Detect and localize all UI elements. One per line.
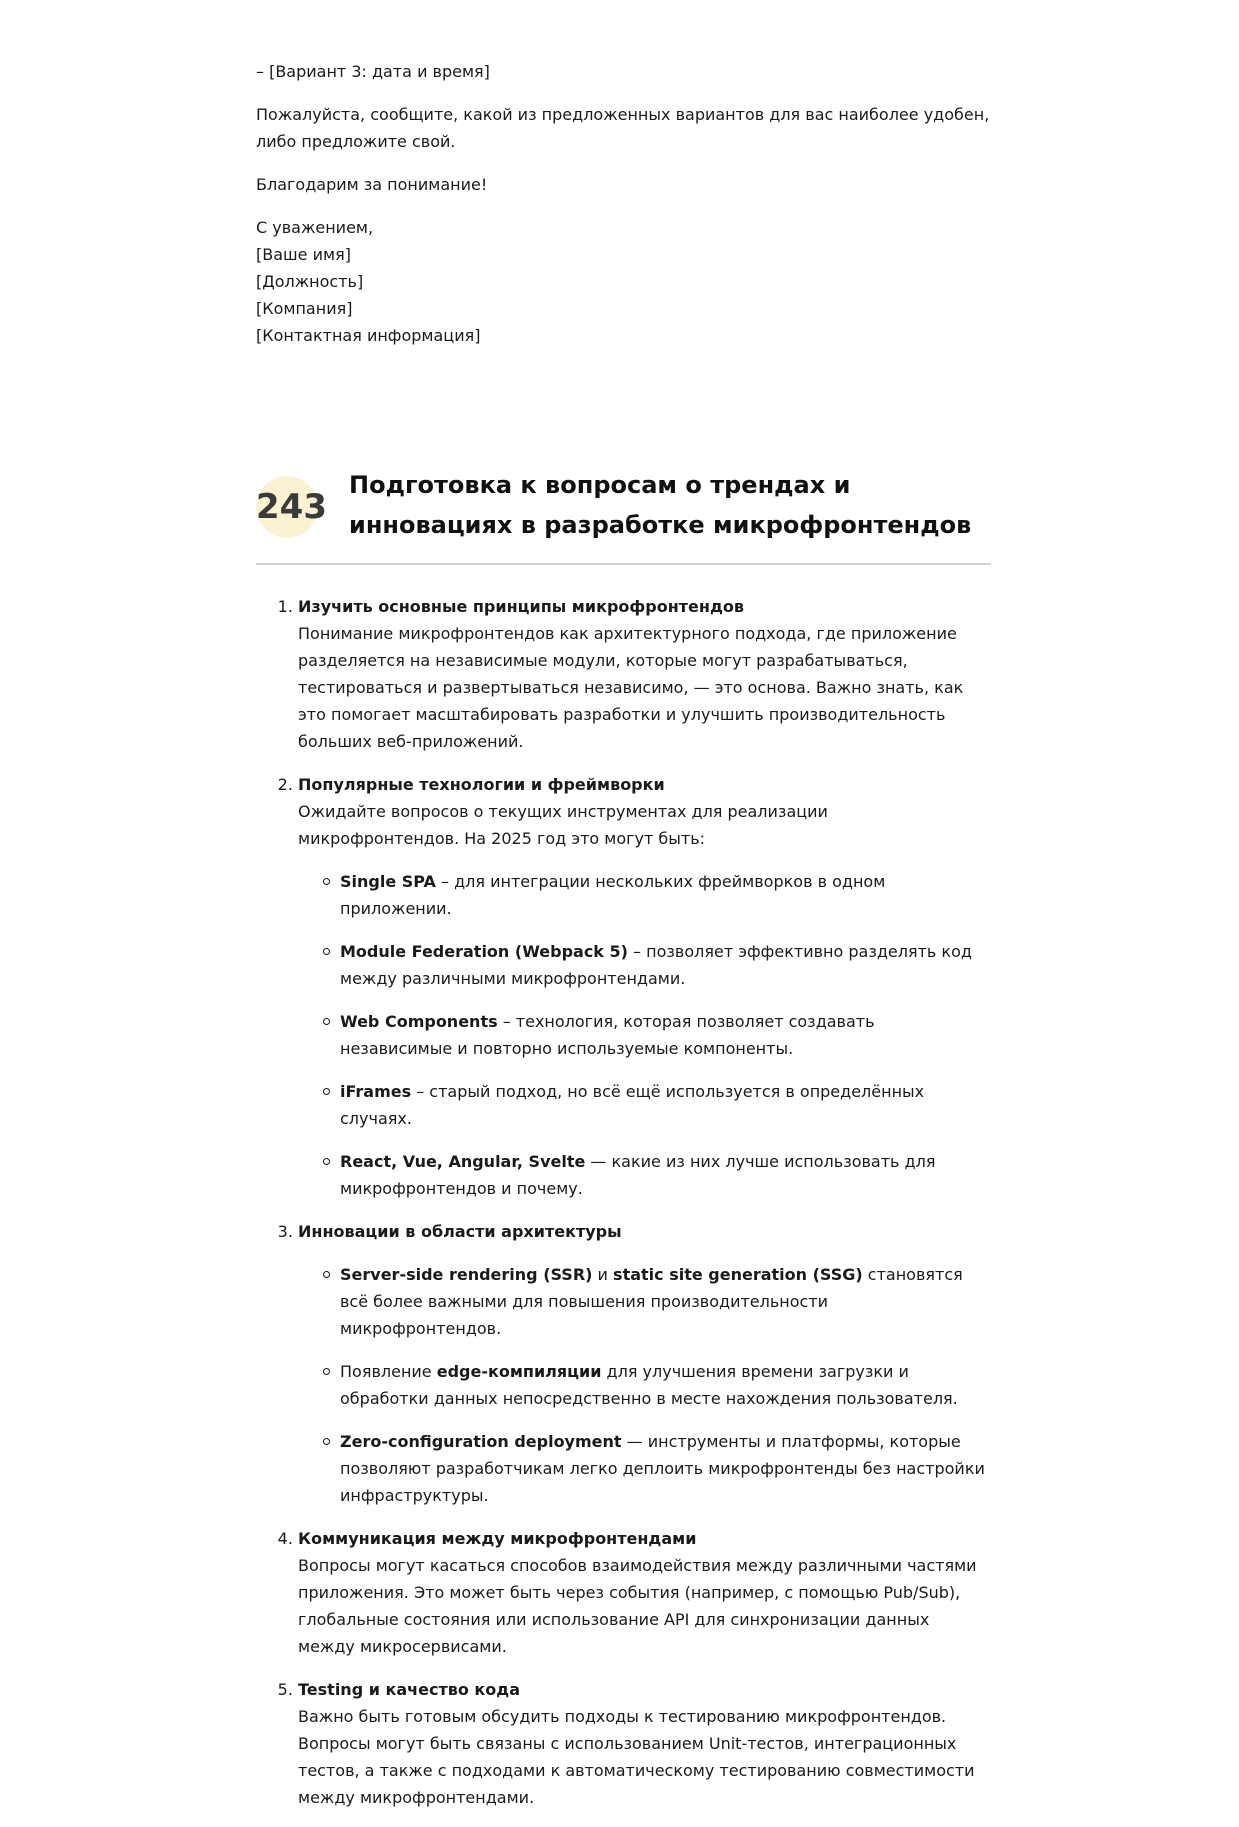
signature-contact: [Контактная информация] — [256, 326, 481, 345]
innovation-ssg-term: static site generation (SSG) — [613, 1265, 863, 1284]
letter-thanks: Благодарим за понимание! — [256, 175, 488, 194]
technology-item — [340, 1008, 991, 1062]
technology-item — [340, 938, 991, 992]
topic-5-text: Важно быть готовым обсудить подходы к тестированию микрофронтендов. Вопросы могут быть связаны с использованием Unit-тестов, интеграционных тестов, а также с подходами к автоматическому тестированию совместимости между микрофронтендами. — [298, 1707, 975, 1807]
topic-2-text: Ожидайте вопросов о текущих инструментах для реализации микрофронтендов. На 2025 год это могут быть: — [298, 802, 828, 848]
innovation-conj: и — [592, 1265, 614, 1284]
innovation-item-ssr — [340, 1261, 991, 1342]
technology-name: iFrames — [340, 1082, 412, 1101]
signature-name: [Ваше имя] — [256, 245, 351, 264]
topic-2-title: Популярные технологии и фреймворки — [298, 775, 665, 794]
innovation-edge-desc: для улучшения времени загрузки и обработки данных непосредственно в месте нахождения пользователя. — [340, 1362, 958, 1408]
topic-item-5 — [298, 1676, 991, 1811]
topic-5-title: Testing и качество кода — [298, 1680, 520, 1699]
technology-desc: – старый подход, но всё ещё используется в определённых случаях. — [340, 1082, 925, 1128]
topic-1-title: Изучить основные принципы микрофронтендов — [298, 597, 744, 616]
letter-request: Пожалуйста, сообщите, какой из предложенных вариантов для вас наиболее удобен, либо предложите свой. — [256, 105, 990, 151]
chapter-number-badge: 243 — [256, 476, 318, 538]
topic-item-1 — [298, 593, 991, 755]
technology-desc: — какие из них лучше использовать для микрофронтендов и почему. — [340, 1152, 936, 1198]
innovation-edge-term: edge-компиляции — [436, 1362, 602, 1381]
signature-company: [Компания] — [256, 299, 353, 318]
innovation-list — [298, 1261, 991, 1509]
innovation-zero-term: Zero-configuration deployment — [340, 1432, 622, 1451]
technology-desc: – для интеграции нескольких фреймворков в одном приложении. — [340, 872, 886, 918]
letter-signature — [256, 214, 991, 349]
topic-item-4 — [298, 1525, 991, 1660]
innovation-edge-pre: Появление — [340, 1362, 437, 1381]
technology-list — [298, 868, 991, 1202]
chapter-header — [256, 465, 991, 565]
innovation-ssr-desc: становятся всё более важными для повышения производительности микрофронтендов. — [340, 1265, 963, 1338]
innovation-ssr-term: Server-side rendering (SSR) — [340, 1265, 593, 1284]
page-content — [256, 58, 991, 1827]
innovation-zero-desc: — инструменты и платформы, которые позволяют разработчикам легко деплоить микрофронтенды без настройки инфраструктуры. — [340, 1432, 985, 1505]
innovation-item-zero-config — [340, 1428, 991, 1509]
signature-regards: С уважением, — [256, 218, 374, 237]
topic-list — [256, 593, 991, 1811]
technology-item — [340, 1078, 991, 1132]
technology-name: React, Vue, Angular, Svelte — [340, 1152, 586, 1171]
topic-4-title: Коммуникация между микрофронтендами — [298, 1529, 697, 1548]
topic-3-title: Инновации в области архитектуры — [298, 1222, 622, 1241]
chapter-title: Подготовка к вопросам о трендах и инновациях в разработке микрофронтендов — [349, 471, 972, 539]
topic-item-3 — [298, 1218, 991, 1509]
innovation-item-edge — [340, 1358, 991, 1412]
topic-item-2 — [298, 771, 991, 1202]
technology-item — [340, 1148, 991, 1202]
topic-1-text: Понимание микрофронтендов как архитектурного подхода, где приложение разделяется на независимые модули, которые могут разрабатываться, тестироваться и развертываться независимо, — это основа. Важно знать, как это помогает масштабировать разработки и улучшить производительность больших веб-приложений. — [298, 624, 964, 751]
technology-name: Single SPA — [340, 872, 436, 891]
technology-desc: – позволяет эффективно разделять код между различными микрофронтендами. — [340, 942, 972, 988]
topic-4-text: Вопросы могут касаться способов взаимодействия между различными частями приложения. Это может быть через события (например, с помощью Pub/Sub), глобальные состояния или использование API для синхронизации данных между микросервисами. — [298, 1556, 977, 1656]
technology-name: Web Components — [340, 1012, 498, 1031]
technology-desc: – технология, которая позволяет создавать независимые и повторно используемые компоненты. — [340, 1012, 875, 1058]
signature-position: [Должность] — [256, 272, 364, 291]
technology-name: Module Federation (Webpack 5) — [340, 942, 628, 961]
letter-variant-3: – [Вариант 3: дата и время] — [256, 62, 490, 81]
technology-item — [340, 868, 991, 922]
